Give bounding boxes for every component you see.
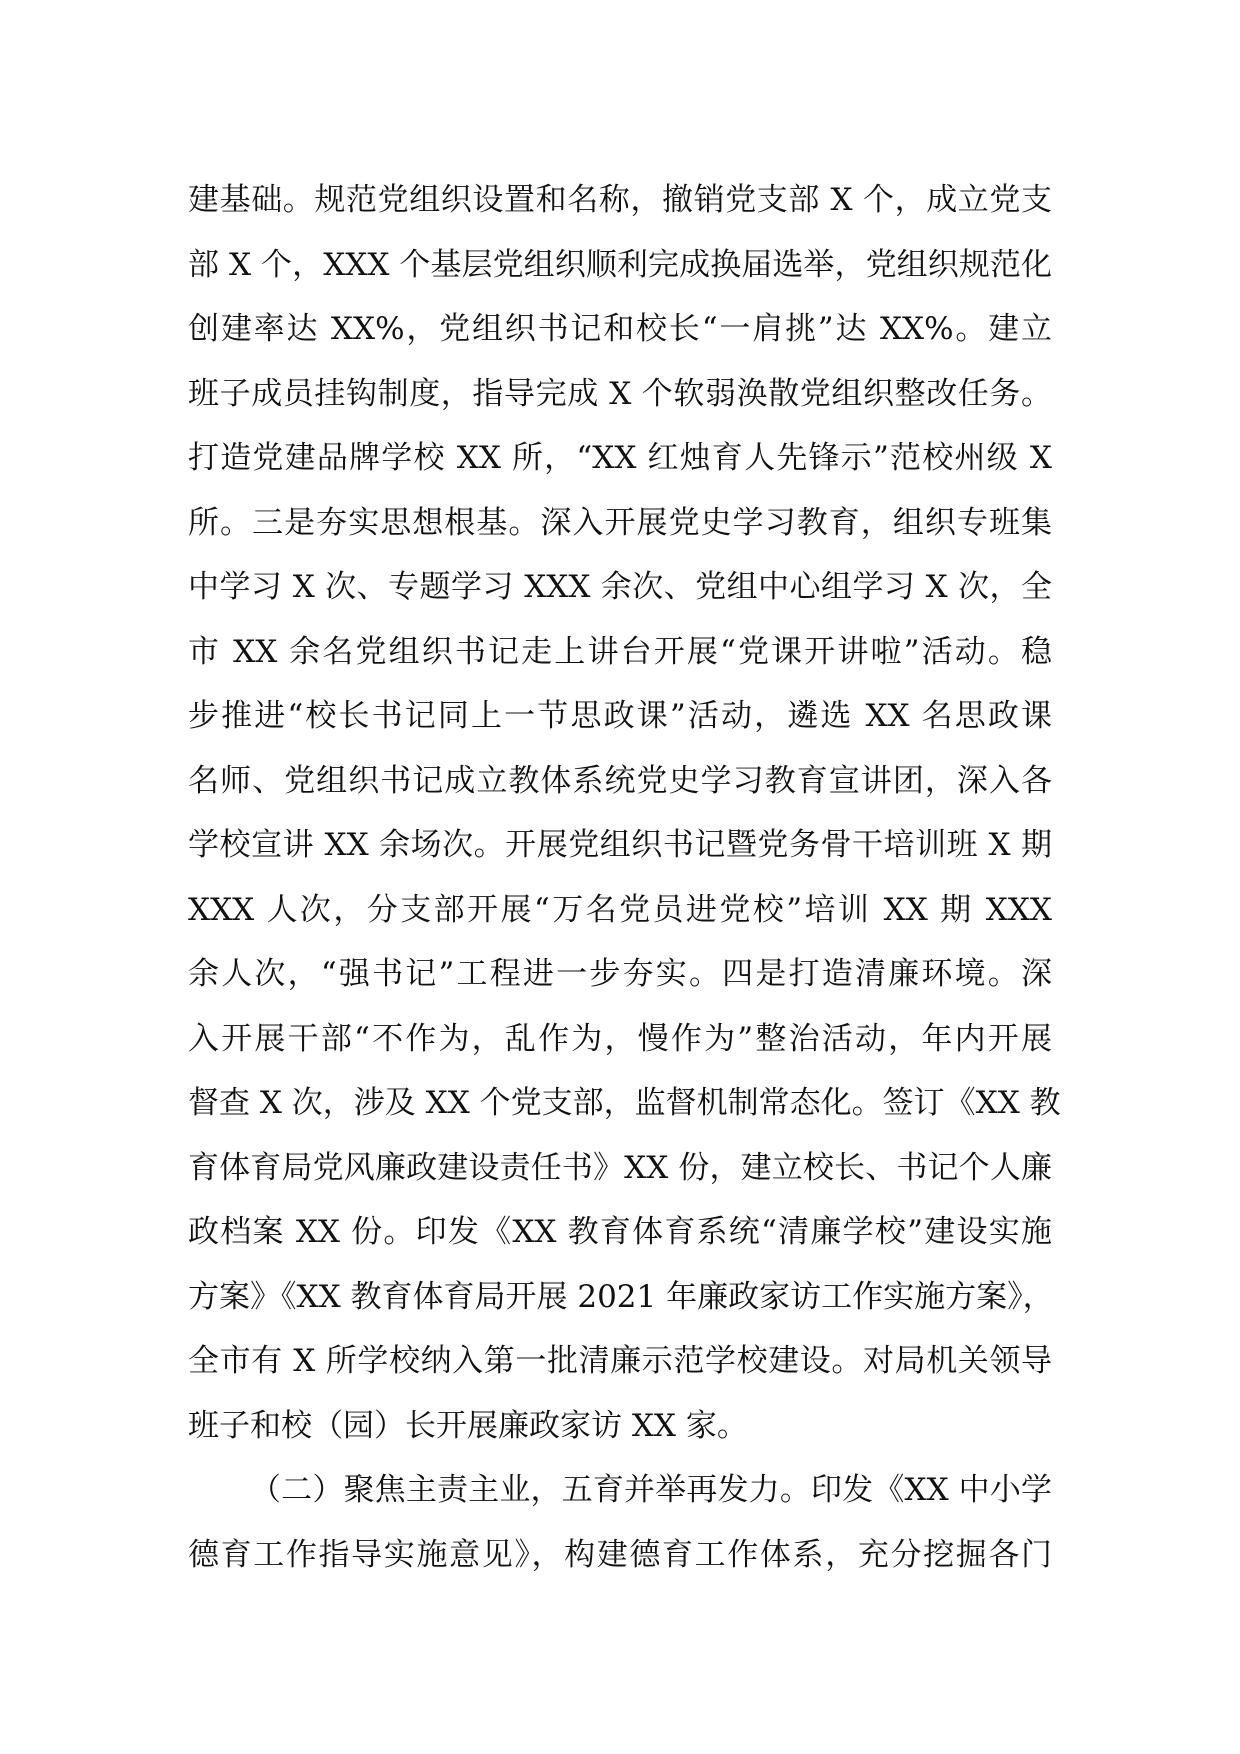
section-heading-line: （二）聚焦主责主业，五育并举再发力。印发《XX 中小学 (250, 1472, 1052, 1508)
body-text (188, 168, 1061, 1587)
text-line: 余人次，“强书记”工程进一步夯实。四是打造清廉环境。深 (188, 956, 1052, 992)
text-line: XXX 人次，分支部开展“万名党员进党校”培训 XX 期 XXX (188, 891, 1052, 928)
text-line: 入开展干部“不作为，乱作为，慢作为”整治活动，年内开展 (188, 1020, 1052, 1057)
text-line: 学校宣讲 XX 余场次。开展党组织书记暨党务骨干培训班 X 期 (188, 827, 1052, 863)
text-line: 方案》《XX 教育体育局开展 2021 年廉政家访工作实施方案》， (188, 1278, 1054, 1315)
text-line: 建基础。规范党组织设置和名称，撤销党支部 X 个，成立党支 (188, 182, 1052, 218)
text-line: 中学习 X 次、专题学习 XXX 余次、党组中心组学习 X 次，全 (188, 569, 1052, 605)
text-line: 步推进“校长书记同上一节思政课”活动，遴选 XX 名思政课 (188, 698, 1052, 734)
text-line: 育体育局党风廉政建设责任书》XX 份，建立校长、书记个人廉 (188, 1149, 1052, 1186)
text-line: 班子和校（园）长开展廉政家访 XX 家。 (188, 1407, 748, 1444)
text-line: 全市有 X 所学校纳入第一批清廉示范学校建设。对局机关领导 (188, 1343, 1052, 1379)
text-line: 部 X 个，XXX 个基层党组织顺利完成换届选举，党组织规范化 (188, 246, 1052, 283)
text-line: 班子成员挂钩制度，指导完成 X 个软弱涣散党组织整改任务。 (188, 375, 1052, 412)
text-line: 督查 X 次，涉及 XX 个党支部，监督机制常态化。签订《XX 教 (188, 1085, 1061, 1121)
text-line: 德育工作指导实施意见》，构建德育工作体系，充分挖掘各门 (188, 1536, 1052, 1573)
text-line: 政档案 XX 份。印发《XX 教育体育系统“清廉学校”建设实施 (188, 1214, 1052, 1250)
text-line: 名师、党组织书记成立教体系统党史学习教育宣讲团，深入各 (188, 762, 1052, 799)
text-line: 创建率达 XX%，党组织书记和校长“一肩挑”达 XX%。建立 (188, 311, 1052, 347)
text-line: 打造党建品牌学校 XX 所，“XX 红烛育人先锋示”范校州级 X (188, 440, 1052, 476)
text-line: 市 XX 余名党组织书记走上讲台开展“党课开讲啦”活动。稳 (188, 633, 1052, 670)
text-line: 所。三是夯实思想根基。深入开展党史学习教育，组织专班集 (188, 504, 1052, 541)
